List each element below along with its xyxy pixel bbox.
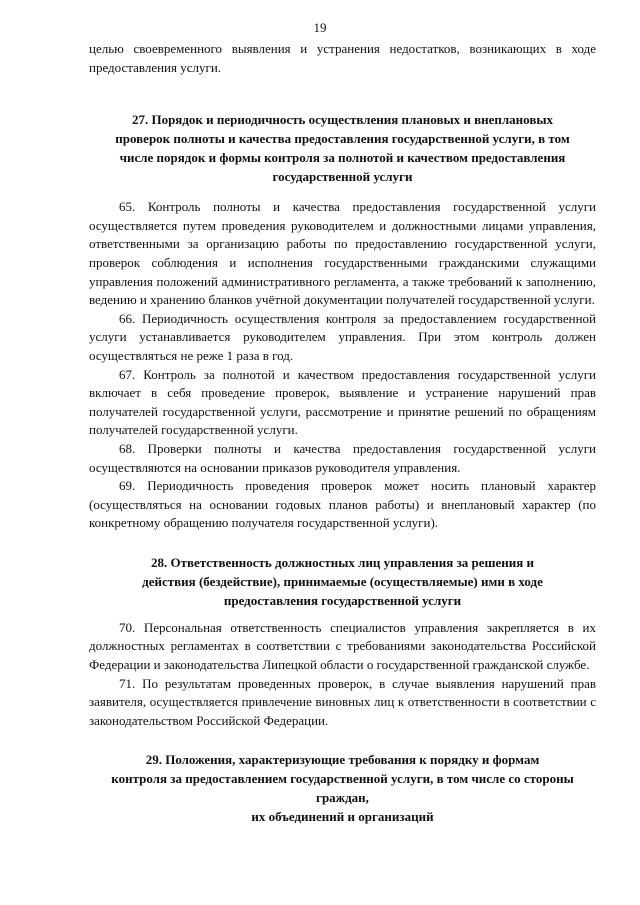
paragraph-67: 67. Контроль за полнотой и качеством предоставления государственной услуги включает в себя проведение проверок, выявление и устранение нарушений прав получателей государственной услуги, рассмотрение и принятие решений по обращениям получателей государственной услуги. (89, 366, 596, 438)
paragraph-70: 70. Персональная ответственность специалистов управления закрепляется в их должностных регламентах в соответствии с требованиями законодательства Российской Федерации и законодательства Липецкой области о государственной гражданской службе. (89, 619, 596, 673)
paragraph-69: 69. Периодичность проведения проверок может носить плановый характер (осуществляться на основании годовых планов работы) и внеплановый характер (по конкретному обращению получателя государственной услуги). (89, 478, 596, 531)
intro-paragraph: целью своевременного выявления и устранения недостатков, возникающих в ходе предоставления услуги. (89, 41, 596, 75)
paragraph-66: 66. Периодичность осуществления контроля за предоставлением государственной услуги устанавливается руководителем управления. При этом контроль должен осуществляться не реже 1 раза в год. (89, 310, 596, 363)
section-28-heading (89, 553, 596, 610)
heading-line: проверок полноты и качества предоставления государственной услуги, в том (115, 131, 570, 147)
heading-line: государственной услуги (272, 169, 413, 185)
paragraph-65: 65. Контроль полноты и качества предоставления государственной услуги осуществляется путем проведения руководителем и должностными лицами управления, ответственными за организацию работы по предоставлению государственной услуги, проверок соблюдения и исполнения государственными гражданскими служащими управления положений административного регламента, а также требований к заполнению, ведению и хранению бланков учётной документации получателей государственной услуги. (89, 199, 596, 308)
paragraph-71: 71. По результатам проведенных проверок, в случае выявления нарушений прав заявителя, осуществляется привлечение виновных лиц к ответственности в соответствии с законодательством Российской Федерации. (89, 675, 596, 728)
section-29-heading (89, 750, 596, 826)
section-27-heading (89, 110, 596, 186)
heading-line: 29. Положения, характеризующие требования к порядку и формам (145, 752, 540, 768)
heading-line: числе порядок и формы контроля за полнотой и качеством предоставления (119, 150, 566, 166)
heading-line: граждан, (316, 790, 369, 806)
heading-line: их объединений и организаций (251, 809, 434, 825)
heading-line: контроля за предоставлением государственной услуги, в том числе со стороны (111, 771, 574, 787)
page-number: 19 (313, 20, 327, 35)
heading-line: действия (бездействие), принимаемые (осуществляемые) ими в ходе (142, 573, 543, 589)
heading-line: 28. Ответственность должностных лиц управления за решения и (150, 554, 535, 570)
heading-line: 27. Порядок и периодичность осуществления плановых и внеплановых (131, 112, 554, 128)
heading-line: предоставления государственной услуги (223, 592, 462, 608)
paragraph-68: 68. Проверки полноты и качества предоставления государственной услуги осуществляются на основании приказов руководителя управления. (89, 440, 596, 475)
document-body (89, 40, 596, 826)
